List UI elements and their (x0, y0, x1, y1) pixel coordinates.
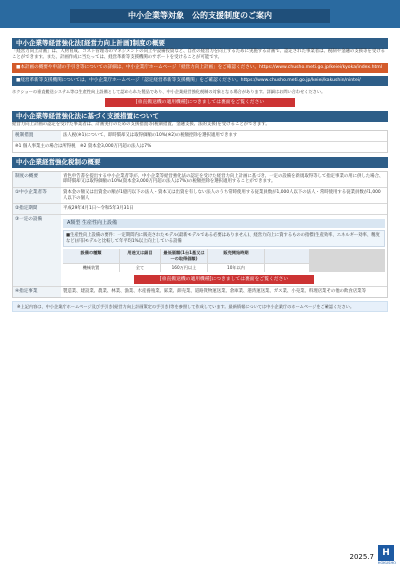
equip-cell-spacer (265, 264, 309, 272)
equip-header-2: 用途又は細目 (120, 249, 160, 263)
designated-business-label: ④指定事業 (13, 287, 61, 297)
equip-header-1: 設備の種類 (63, 249, 119, 263)
equipment-row (13, 214, 387, 286)
document-date: 2025.7 (349, 553, 374, 561)
equipment-note: ■生産性向上設備の要件：一定期間内に販売されたモデル(最新モデルである必要はありません)、経営力向上に資するものの指標(生産効率、エネルギー効率、精度など)が旧モデルと比較して年平均1%以上向上している設備 (63, 230, 385, 247)
tax-table (12, 130, 388, 153)
equip-cell-3: 160万円以上 (161, 264, 207, 272)
period-row (13, 203, 387, 214)
content (12, 38, 388, 312)
designated-business-text: 製造業、建設業、農業、林業、漁業、水産養殖業、鉱業、卸売業、道路貨物運送業、倉庫業、港湾運送業、ガス業、小売業、料理店業その他の飲食店業等 (63, 288, 366, 294)
tax-label: 税制措置 (13, 131, 61, 141)
equip-header-4: 販売開始時期 (208, 249, 264, 263)
equipment-link-button-2[interactable]: [垂直搬送機の適用機種]につきましては裏面をご覧ください (134, 275, 314, 284)
bottom-note: ※上記内容は、中小企業庁ホームページ及び手引き(経営力向上計画策定の手引き)等を参照して作成しています。最新情報については中小企業庁のホームページをご確認ください。 (12, 301, 388, 312)
period-text: 平成29年4月1日〜令和5年3月31日 (63, 206, 134, 212)
sme-label: ①中小企業者等 (13, 188, 61, 203)
overview-label: 制度の概要 (13, 172, 61, 187)
tax-note: ※1 個人事業主の場合は所得税 ※2 資本金3,000万円超の法人は7% (15, 144, 152, 150)
support-text: 経営力向上計画の認定を受けた事業者は、計画実行のための支援措置等(税制措置、金融支援、法的支援)を受けることができます。 (12, 121, 270, 127)
equipment-link-button[interactable]: [垂直搬送機の適用機種]につきましては裏面をご覧ください (105, 98, 295, 107)
section-2-header: 中小企業等経営強化法に基づく支援措置について (12, 111, 388, 122)
footer (0, 547, 400, 565)
equipment-label: ③一定の設備 (13, 215, 61, 286)
orange-info-box: ■本計画の概要や申請の手引き等についての詳細は、中小企業庁ホームページ「経営力向上計画」をご確認ください。https://www.chusho.meti.go.jp/keiei/kyoka/index.html (12, 63, 388, 73)
section-3-header: 中小企業経営強化税制の概要 (12, 157, 388, 168)
equipment-table (63, 249, 385, 272)
tax-row (13, 131, 387, 141)
equipment-type: A類型 生産性向上設備 (63, 219, 385, 228)
period-label: ②指定期間 (13, 204, 61, 214)
section-1-text: 「経営力向上計画」は、人材育成、コスト管理等のマネジメントの向上や設備投資など、自社の経営力を向上するために実施する計画で、認定された事業者は、税制や金融の支援等を受けることができます。また、計画作成に当たっては、経営革新等支援機関のサポートを受けることが可能です。 (12, 49, 385, 60)
overview-text: 青色申告書を提出する中小企業者等が、中小企業等経営強化法の認定を受けた経営力向上計画に基づき、一定の設備を新規取得等して指定事業の用に供した場合、即時償却又は取得価額の10%(資本金3,000万円超の法人は7%)の税額控除を選択適用することができます。 (63, 173, 384, 185)
equip-cell-4: 10年以内 (208, 264, 264, 272)
logo-text: HOKUSHO (377, 561, 396, 565)
overview-table (12, 171, 388, 298)
page-title: 中小企業等対象 公的支援制度のご案内 (70, 9, 330, 23)
blue-info-box: ■経営革新等支援機関については、中小企業庁ホームページ「認定経営革新等支援機関」をご確認ください。https://www.chusho.meti.go.jp/keiei/kakushin/nintei/ (12, 76, 388, 86)
designated-business-row (13, 286, 387, 297)
sme-text: 資本金の額又は出資金の額が1億円以下の法人・資本又は出資を有しない法人のうち常時使用する従業員数が1,000人以下の法人・常時使用する従業員数が1,000人以下の個人 (63, 189, 381, 201)
hokusho-logo-icon: H (378, 545, 394, 561)
section-1-header: 中小企業等経営強化法[経営力向上計画]制度の概要 (12, 38, 388, 49)
sme-row (13, 187, 387, 203)
equip-cell-1: 機械装置 (63, 264, 119, 272)
overview-row (13, 172, 387, 187)
equip-header-spacer (265, 249, 309, 263)
equip-header-3: 最低価額(1台1基又は一の取得価額) (161, 249, 207, 263)
equip-cell-2: 全て (120, 264, 160, 272)
tax-note-row (13, 141, 387, 152)
tax-value: 法人税(※1)について、即時償却又は取得価額の10%(※2)の税額控除を選択適用できます (63, 133, 238, 139)
equipment-cell (61, 215, 387, 286)
note-1: ホクショーの垂直搬送システム等は生産性向上設備として認められた製品であり、中小企業経営強化税制の対象となる場合があります。詳細はお問い合わせください。 (12, 89, 326, 95)
